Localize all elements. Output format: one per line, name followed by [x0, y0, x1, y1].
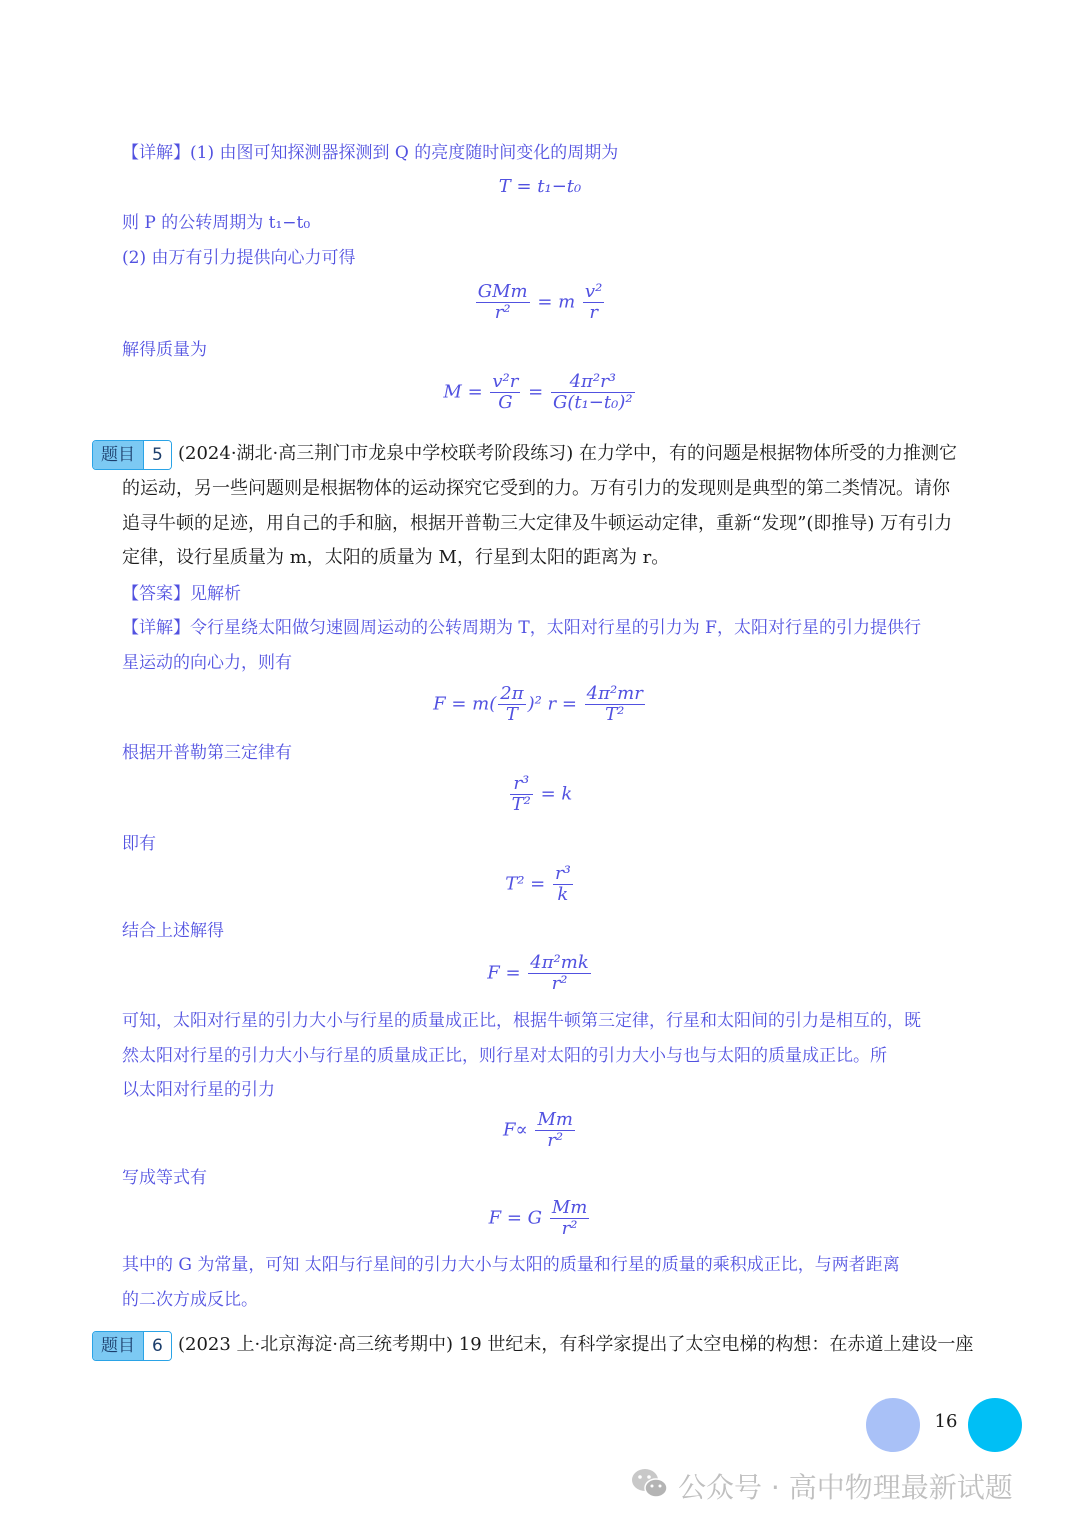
solution-line: 根据开普勒第三定律有: [122, 743, 292, 763]
equation-kepler: $\frac{\text{r³}}{\text{T²}}$ = k: [511, 773, 573, 815]
equation-t-squared: T² = $\frac{\text{r³}}{k}$: [505, 863, 571, 905]
equation-centripetal: $\frac{\text{GMm}}{\text{r²}}$ = m $\frac{\text{v²}}{r}$: [477, 281, 603, 323]
solution-line: 【详解】令行星绕太阳做匀速圆周运动的公转周期为 T，太阳对行星的引力为 F，太阳对行星的引力提供行: [122, 618, 921, 638]
equation-gravitation: F = G $\frac{Mm}{\text{r²}}$: [488, 1197, 588, 1239]
answer-line: 【答案】见解析: [122, 584, 241, 604]
question-5-line: 定律，设行星质量为 m，太阳的质量为 M，行星到太阳的距离为 r。: [122, 547, 670, 568]
solution-line: 解得质量为: [122, 340, 207, 360]
equation-mass: M = $\frac{\text{v²r}}{G}$ = $\frac{\text{4π²r³}}{\text{G(t₁−t₀)²}}$: [443, 371, 633, 413]
solution-line: 星运动的向心力，则有: [122, 653, 292, 673]
equation-proportional: F∝ $\frac{Mm}{\text{r²}}$: [503, 1109, 573, 1151]
question-badge-6: 题目 6: [92, 1331, 172, 1361]
question-5-first-line: (2024·湖北·高三荆门市龙泉中学校联考阶段练习) 在力学中，有的问题是根据物体所受的力推测它: [178, 443, 958, 464]
page-circle-right: [968, 1398, 1022, 1452]
question-6-first-line: (2023 上·北京海淀·高三统考期中) 19 世纪末，有科学家提出了太空电梯的构想：在赤道上建设一座: [178, 1334, 974, 1355]
question-5-line: 的运动，另一些问题则是根据物体的运动探究它受到的力。万有引力的发现则是典型的第二类情况。请你: [122, 478, 950, 499]
page-number: 16: [934, 1411, 958, 1432]
solution-line: 【详解】(1) 由图可知探测器探测到 Q 的亮度随时间变化的周期为: [122, 143, 619, 163]
solution-line: (2) 由万有引力提供向心力可得: [122, 248, 356, 268]
equation-force-k: F = $\frac{\text{4π²mk}}{\text{r²}}$: [487, 952, 589, 994]
question-5-line: 追寻牛顿的足迹，用自己的手和脑，根据开普勒三大定律及牛顿运动定律，重新“发现”(即推导) 万有引力: [122, 513, 953, 534]
solution-line: 写成等式有: [122, 1168, 207, 1188]
watermark-text: 公众号 · 高中物理最新试题: [678, 1471, 1013, 1504]
solution-line: 结合上述解得: [122, 921, 224, 941]
equation-period: T = t₁−t₀: [498, 176, 582, 197]
solution-line: 的二次方成反比。: [122, 1290, 258, 1310]
solution-line: 则 P 的公转周期为 t₁−t₀: [122, 213, 311, 233]
solution-line: 其中的 G 为常量，可知 太阳与行星间的引力大小与太阳的质量和行星的质量的乘积成正比，与两者距离: [122, 1255, 900, 1275]
solution-line: 可知，太阳对行星的引力大小与行星的质量成正比，根据牛顿第三定律，行星和太阳间的引力是相互的，既: [122, 1011, 921, 1031]
question-badge-5: 题目 5: [92, 440, 172, 470]
wechat-icon: [630, 1466, 670, 1502]
equation-force-period: F = m( $\frac{2\pi}{T}$ )² r = $\frac{\text{4π²mr}}{\text{T²}}$: [433, 683, 643, 725]
page-circle-left: [866, 1398, 920, 1452]
solution-line: 即有: [122, 834, 156, 854]
solution-line: 以太阳对行星的引力: [122, 1080, 275, 1100]
solution-line: 然太阳对行星的引力大小与行星的质量成正比，则行星对太阳的引力大小与也与太阳的质量成正比。所: [122, 1046, 887, 1066]
